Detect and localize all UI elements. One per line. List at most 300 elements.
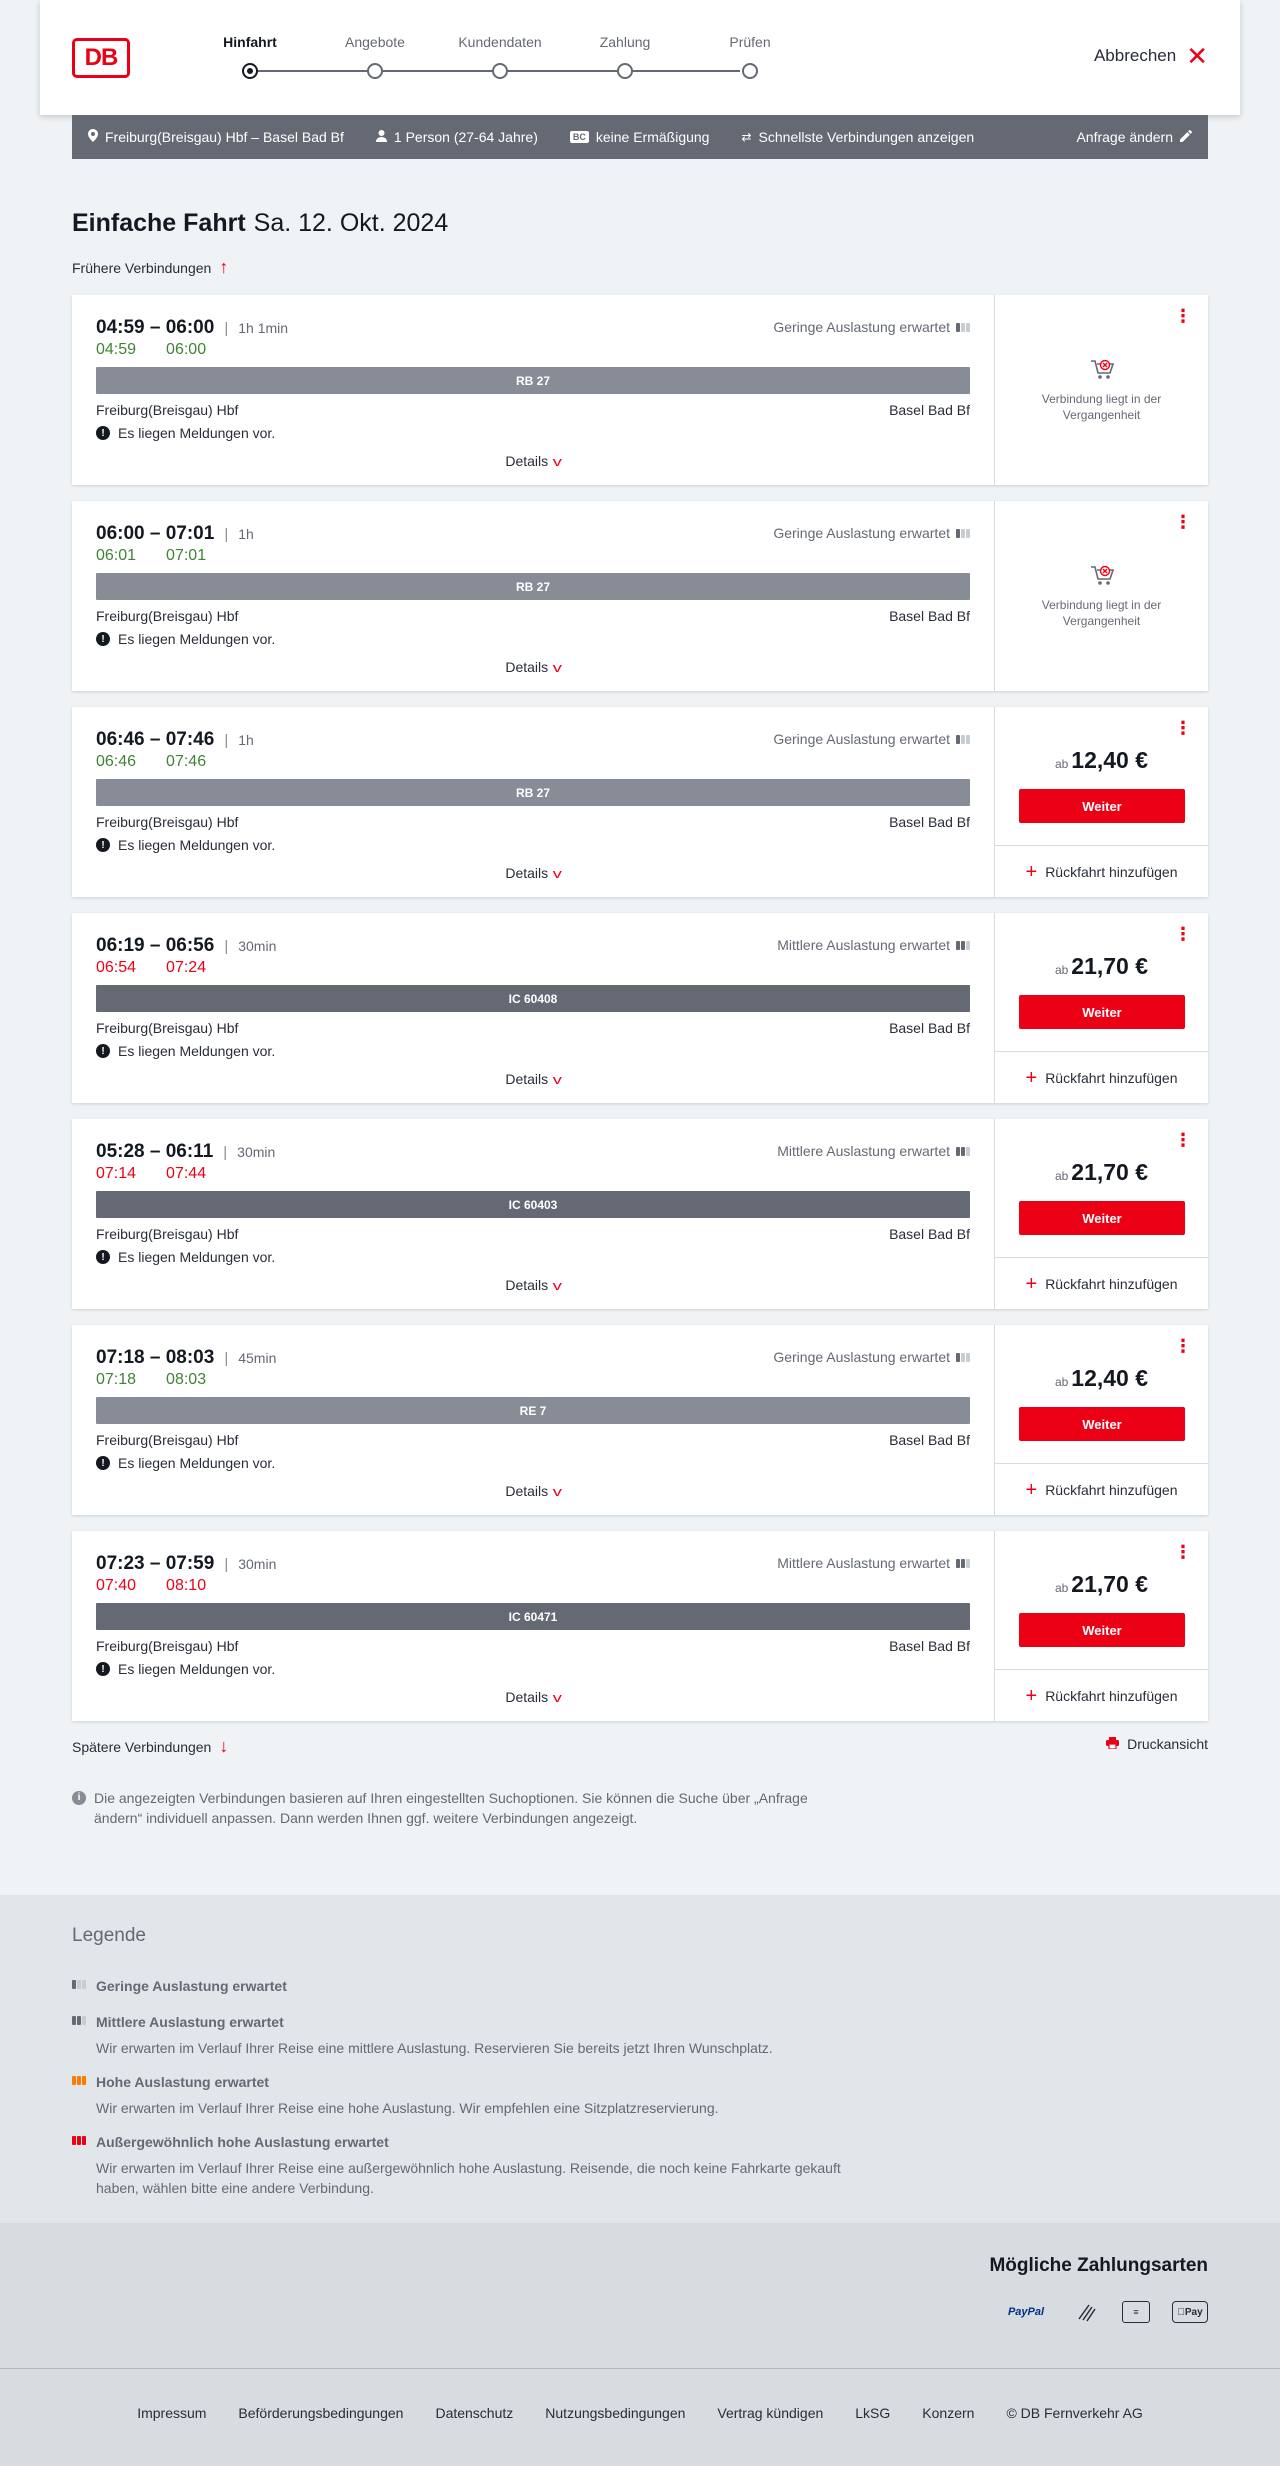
train-name: RB 27 xyxy=(515,785,550,800)
price-prefix: ab xyxy=(1054,757,1069,771)
arrow-down-icon: ↓ xyxy=(219,1736,229,1756)
scheduled-times: 06:46 – 07:46 xyxy=(96,729,215,750)
add-return-button[interactable] xyxy=(995,1463,1208,1515)
connection-card xyxy=(72,1531,1208,1721)
price-amount: 12,40 € xyxy=(1071,747,1149,773)
notice xyxy=(96,425,275,441)
cart-blocked-icon xyxy=(1088,561,1116,589)
duration: 1h xyxy=(238,732,254,748)
occupancy-label: Mittlere Auslastung erwartet xyxy=(777,1555,950,1571)
occupancy-low-icon xyxy=(72,1980,86,1989)
price-prefix: ab xyxy=(1054,1375,1069,1389)
cart-blocked-icon xyxy=(1088,355,1116,383)
warning-icon: ! xyxy=(96,838,110,852)
occupancy-icon xyxy=(956,529,970,538)
train-name: RB 27 xyxy=(515,579,550,594)
step-dot xyxy=(617,63,633,79)
warning-icon: ! xyxy=(96,426,110,440)
print-label: Druckansicht xyxy=(1127,1736,1208,1752)
step-angebote xyxy=(315,34,435,54)
connection-info xyxy=(72,707,994,897)
connection-info xyxy=(72,913,994,1103)
warning-icon: ! xyxy=(96,632,110,646)
route-text: Freiburg(Breisgau) Hbf – Basel Bad Bf xyxy=(105,129,344,145)
offer-panel xyxy=(994,1531,1208,1721)
notice-text: Es liegen Meldungen vor. xyxy=(118,425,276,441)
schedule xyxy=(96,729,254,751)
notice xyxy=(96,631,275,647)
realtime-departure: 06:54 xyxy=(96,959,137,976)
plus-icon: + xyxy=(1025,1684,1038,1707)
notice-text: Es liegen Meldungen vor. xyxy=(118,837,276,853)
train-segment-bar[interactable] xyxy=(96,985,970,1012)
realtime-times xyxy=(96,1577,206,1595)
details-toggle[interactable] xyxy=(72,1277,994,1293)
train-segment-bar[interactable] xyxy=(96,573,970,600)
person-icon xyxy=(376,130,387,145)
occupancy[interactable] xyxy=(773,1349,970,1365)
train-name: IC 60471 xyxy=(508,1609,558,1624)
apple-pay-icon xyxy=(1172,2301,1208,2323)
occupancy[interactable] xyxy=(777,937,970,953)
past-notice-line1: Verbindung liegt in der xyxy=(1041,392,1162,406)
chevron-down-icon: v xyxy=(552,1484,562,1499)
price xyxy=(995,747,1208,774)
departure-station: Freiburg(Breisgau) Hbf xyxy=(96,402,239,418)
connection-card xyxy=(72,1119,1208,1309)
location-pin-icon xyxy=(88,129,98,145)
occupancy[interactable] xyxy=(773,319,970,335)
step-label: Prüfen xyxy=(729,34,771,50)
connection-info xyxy=(72,295,994,485)
train-segment-bar[interactable] xyxy=(96,779,970,806)
legend-item-text: Wir erwarten im Verlauf Ihrer Reise eine hohe Auslastung. Wir empfehlen eine Sitzplatzreservierung. xyxy=(96,2100,719,2116)
train-name: IC 60403 xyxy=(508,1197,558,1212)
earlier-label: Frühere Verbindungen xyxy=(72,259,212,276)
footer-copyright: © DB Fernverkehr AG xyxy=(1006,2405,1143,2421)
separator: | xyxy=(223,1143,228,1161)
more-options-icon[interactable]: ⋮ xyxy=(1174,1542,1192,1562)
occupancy-medium-icon xyxy=(72,2016,86,2025)
details-label: Details xyxy=(505,1071,549,1087)
legend-item-title xyxy=(72,1978,852,1994)
swap-arrows-icon: ⇄ xyxy=(741,130,752,144)
occupancy-icon xyxy=(956,1353,970,1362)
details-label: Details xyxy=(505,1689,549,1705)
train-name: RE 7 xyxy=(519,1403,547,1418)
legend-item-text: Wir erwarten im Verlauf Ihrer Reise eine mittlere Auslastung. Reservieren Sie bereits jetzt Ihren Wunschplatz. xyxy=(96,2040,773,2056)
details-label: Details xyxy=(505,453,549,469)
details-toggle[interactable] xyxy=(72,453,994,469)
realtime-arrival: 07:01 xyxy=(166,547,207,564)
realtime-departure: 04:59 xyxy=(96,341,137,358)
offer-panel xyxy=(994,501,1208,691)
add-return-label: Rückfahrt hinzufügen xyxy=(1045,1069,1178,1086)
more-options-icon[interactable]: ⋮ xyxy=(1174,1130,1192,1150)
legend-item-low xyxy=(72,1978,852,1994)
later-connections-link[interactable] xyxy=(72,1736,228,1757)
price-amount: 12,40 € xyxy=(1071,1365,1149,1391)
connection-info xyxy=(72,1119,994,1309)
db-logo[interactable]: DB xyxy=(72,38,130,78)
scheduled-times: 07:23 – 07:59 xyxy=(96,1553,215,1574)
realtime-times xyxy=(96,547,206,565)
separator: | xyxy=(224,731,229,749)
price-prefix: ab xyxy=(1054,963,1069,977)
price-prefix: ab xyxy=(1054,1169,1069,1183)
occupancy-icon xyxy=(956,735,970,744)
duration: 45min xyxy=(238,1350,277,1366)
footer-link-befoerderungsbedingungen[interactable]: Beförderungsbedingungen xyxy=(238,2405,404,2421)
occupancy-label: Geringe Auslastung erwartet xyxy=(773,731,950,747)
details-toggle[interactable] xyxy=(72,1689,994,1705)
price-amount: 21,70 € xyxy=(1071,1159,1149,1185)
weiter-button[interactable]: Weiter xyxy=(1019,1407,1185,1441)
add-return-label: Rückfahrt hinzufügen xyxy=(1045,1687,1178,1704)
realtime-departure: 07:18 xyxy=(96,1371,137,1388)
realtime-arrival: 07:46 xyxy=(166,753,207,770)
chevron-down-icon: v xyxy=(552,660,562,675)
bahncard-icon: BC xyxy=(570,131,589,143)
legend-item-title xyxy=(72,2074,852,2090)
step-dot xyxy=(242,63,258,79)
offer-panel xyxy=(994,1119,1208,1309)
add-return-button[interactable] xyxy=(995,1051,1208,1103)
separator: | xyxy=(224,525,229,543)
realtime-departure: 07:40 xyxy=(96,1577,137,1594)
step-pruefen xyxy=(690,34,810,54)
realtime-arrival: 07:24 xyxy=(166,959,207,976)
occupancy-label: Geringe Auslastung erwartet xyxy=(773,525,950,541)
separator: | xyxy=(224,319,229,337)
schedule xyxy=(96,1347,276,1369)
notice xyxy=(96,1455,275,1471)
print-view-link[interactable] xyxy=(1106,1736,1208,1752)
notice-text: Es liegen Meldungen vor. xyxy=(118,1249,276,1265)
realtime-departure: 07:14 xyxy=(96,1165,137,1182)
realtime-arrival: 06:00 xyxy=(166,341,207,358)
separator: | xyxy=(224,1555,229,1573)
realtime-arrival: 08:03 xyxy=(166,1371,207,1388)
train-segment-bar[interactable] xyxy=(96,367,970,394)
past-notice-line1: Verbindung liegt in der xyxy=(1041,598,1162,612)
change-request-button[interactable] xyxy=(1076,129,1192,145)
details-toggle[interactable] xyxy=(72,1071,994,1087)
legend-item-extreme xyxy=(72,2134,852,2198)
arrival-station: Basel Bad Bf xyxy=(889,608,970,624)
scheduled-times: 05:28 – 06:11 xyxy=(96,1141,214,1162)
realtime-times xyxy=(96,1371,206,1389)
occupancy-label: Geringe Auslastung erwartet xyxy=(773,319,950,335)
connection-card xyxy=(72,913,1208,1103)
notice xyxy=(96,1249,275,1265)
legend-item-label: Geringe Auslastung erwartet xyxy=(96,1978,287,1994)
legend-item-label: Hohe Auslastung erwartet xyxy=(96,2074,269,2090)
departure-station: Freiburg(Breisgau) Hbf xyxy=(96,1432,239,1448)
train-segment-bar[interactable] xyxy=(96,1603,970,1630)
plus-icon: + xyxy=(1025,1272,1038,1295)
scheduled-times: 06:00 – 07:01 xyxy=(96,523,215,544)
occupancy-label: Mittlere Auslastung erwartet xyxy=(777,937,950,953)
details-label: Details xyxy=(505,1277,549,1293)
step-dot xyxy=(367,63,383,79)
notice-text: Es liegen Meldungen vor. xyxy=(118,1043,276,1059)
schedule xyxy=(96,1553,276,1575)
step-zahlung xyxy=(565,34,685,54)
chevron-down-icon: v xyxy=(552,1072,562,1087)
duration: 1h 1min xyxy=(238,320,289,336)
footer-link-nutzungsbedingungen[interactable]: Nutzungsbedingungen xyxy=(545,2405,686,2421)
connection-info xyxy=(72,501,994,691)
train-segment-bar[interactable] xyxy=(96,1191,970,1218)
step-label: Angebote xyxy=(345,34,405,50)
details-label: Details xyxy=(505,865,549,881)
footer-link-vertrag-kuendigen[interactable]: Vertrag kündigen xyxy=(717,2405,824,2421)
header-wrap xyxy=(0,0,1280,115)
info-note xyxy=(72,1788,852,1828)
legend-section xyxy=(0,1895,1280,2223)
mode-text: Schnellste Verbindungen anzeigen xyxy=(758,129,975,145)
realtime-departure: 06:46 xyxy=(96,753,137,770)
footer xyxy=(0,2368,1280,2466)
arrival-station: Basel Bad Bf xyxy=(889,402,970,418)
connection-card xyxy=(72,707,1208,897)
occupancy-icon xyxy=(956,941,970,950)
weiter-button[interactable]: Weiter xyxy=(1019,1613,1185,1647)
price xyxy=(995,1365,1208,1392)
step-label: Zahlung xyxy=(599,34,651,50)
past-notice xyxy=(995,355,1208,423)
arrival-station: Basel Bad Bf xyxy=(889,1638,970,1654)
details-toggle[interactable] xyxy=(72,865,994,881)
more-options-icon[interactable]: ⋮ xyxy=(1174,718,1192,738)
occupancy[interactable] xyxy=(777,1143,970,1159)
notice-text: Es liegen Meldungen vor. xyxy=(118,1455,276,1471)
add-return-label: Rückfahrt hinzufügen xyxy=(1045,1275,1178,1292)
duration: 30min xyxy=(238,1556,277,1572)
details-toggle[interactable] xyxy=(72,659,994,675)
info-icon: i xyxy=(72,1791,86,1805)
apple-pay-label: Pay xyxy=(1181,2306,1199,2318)
duration: 30min xyxy=(238,938,277,954)
legend-item-label: Außergewöhnlich hohe Auslastung erwartet xyxy=(96,2134,389,2150)
occupancy[interactable] xyxy=(773,525,970,541)
footer-link-lksg[interactable]: LkSG xyxy=(855,2405,891,2421)
price xyxy=(995,1159,1208,1186)
separator: | xyxy=(224,937,229,955)
train-segment-bar[interactable] xyxy=(96,1397,970,1424)
contactless-card-icon xyxy=(1076,2301,1100,2323)
warning-icon: ! xyxy=(96,1662,110,1676)
connection-card xyxy=(72,1325,1208,1515)
past-notice xyxy=(995,561,1208,629)
change-request-label: Anfrage ändern xyxy=(1076,129,1173,145)
weiter-button[interactable]: Weiter xyxy=(1019,995,1185,1029)
occupancy-label: Mittlere Auslastung erwartet xyxy=(777,1143,950,1159)
arrow-up-icon: ↑ xyxy=(219,257,229,277)
details-toggle[interactable] xyxy=(72,1483,994,1499)
more-options-icon[interactable]: ⋮ xyxy=(1174,924,1192,944)
trip-type: Einfache Fahrt xyxy=(72,209,246,237)
price-amount: 21,70 € xyxy=(1071,953,1149,979)
add-return-label: Rückfahrt hinzufügen xyxy=(1045,1481,1178,1498)
price xyxy=(995,953,1208,980)
offer-panel xyxy=(994,1325,1208,1515)
schedule xyxy=(96,317,288,339)
train-name: IC 60408 xyxy=(508,991,558,1006)
footer-link-konzern[interactable]: Konzern xyxy=(922,2405,975,2421)
payment-methods xyxy=(0,2223,1280,2368)
chevron-down-icon: v xyxy=(552,1278,562,1293)
sepa-icon: ≡ xyxy=(1122,2301,1150,2323)
legend-item-label: Mittlere Auslastung erwartet xyxy=(96,2014,284,2030)
legend-item-title xyxy=(72,2014,852,2030)
plus-icon: + xyxy=(1025,860,1038,883)
notice-text: Es liegen Meldungen vor. xyxy=(118,631,276,647)
cancel-label: Abbrechen xyxy=(1093,46,1177,65)
footer-link-impressum[interactable]: Impressum xyxy=(137,2405,207,2421)
step-label: Hinfahrt xyxy=(223,34,277,50)
add-return-button[interactable] xyxy=(995,845,1208,897)
step-dot xyxy=(742,63,758,79)
progress-steps xyxy=(210,34,780,84)
train-name: RB 27 xyxy=(515,373,550,388)
departure-station: Freiburg(Breisgau) Hbf xyxy=(96,1020,239,1036)
legend-item-title xyxy=(72,2134,852,2150)
notice-text: Es liegen Meldungen vor. xyxy=(118,1661,276,1677)
cancel-button[interactable] xyxy=(1093,41,1208,71)
departure-station: Freiburg(Breisgau) Hbf xyxy=(96,814,239,830)
schedule xyxy=(96,935,276,957)
departure-station: Freiburg(Breisgau) Hbf xyxy=(96,1226,239,1242)
occupancy-extreme-icon xyxy=(72,2136,86,2145)
connection-card xyxy=(72,501,1208,691)
earlier-connections-link[interactable] xyxy=(72,257,228,278)
weiter-button[interactable]: Weiter xyxy=(1019,789,1185,823)
legend-title: Legende xyxy=(72,1925,146,1946)
schedule xyxy=(96,1141,275,1163)
realtime-times xyxy=(96,753,206,771)
more-options-icon[interactable]: ⋮ xyxy=(1174,512,1192,532)
scheduled-times: 04:59 – 06:00 xyxy=(96,317,215,338)
add-return-button[interactable] xyxy=(995,1669,1208,1721)
duration: 30min xyxy=(237,1144,276,1160)
more-options-icon[interactable]: ⋮ xyxy=(1174,306,1192,326)
step-dot xyxy=(492,63,508,79)
payment-icons xyxy=(998,2301,1208,2323)
chevron-down-icon: v xyxy=(552,454,562,469)
realtime-arrival: 07:44 xyxy=(166,1165,207,1182)
occupancy[interactable] xyxy=(773,731,970,747)
footer-links xyxy=(0,2405,1280,2421)
past-notice-line2: Vergangenheit xyxy=(1062,408,1141,422)
notice xyxy=(96,1661,275,1677)
occupancy-icon xyxy=(956,1147,970,1156)
arrival-station: Basel Bad Bf xyxy=(889,1226,970,1242)
offer-panel xyxy=(994,295,1208,485)
step-kundendaten xyxy=(440,34,560,54)
plus-icon: + xyxy=(1025,1478,1038,1501)
occupancy-high-icon xyxy=(72,2076,86,2085)
connection-info xyxy=(72,1325,994,1515)
realtime-arrival: 08:10 xyxy=(166,1577,207,1594)
footer-link-datenschutz[interactable]: Datenschutz xyxy=(435,2405,514,2421)
occupancy-icon xyxy=(956,1559,970,1568)
occupancy-icon xyxy=(956,323,970,332)
warning-icon: ! xyxy=(96,1456,110,1470)
legend-item-text: Wir erwarten im Verlauf Ihrer Reise eine außergewöhnlich hohe Auslastung. Reisende, die noch keine Fahrkarte gekauft haben, wählen bitte eine andere Verbindung. xyxy=(96,2160,841,2196)
traveller-text: 1 Person (27-64 Jahre) xyxy=(393,129,538,145)
step-label: Kundendaten xyxy=(458,34,542,50)
pencil-icon xyxy=(1180,130,1192,145)
scheduled-times: 06:19 – 06:56 xyxy=(96,935,215,956)
connection-card xyxy=(72,295,1208,485)
traveller-summary[interactable] xyxy=(376,129,538,145)
paypal-icon: PayPal xyxy=(1007,2306,1045,2318)
price xyxy=(995,1571,1208,1598)
schedule xyxy=(96,523,254,545)
realtime-departure: 06:01 xyxy=(96,547,137,564)
realtime-times xyxy=(96,959,206,977)
step-hinfahrt[interactable] xyxy=(190,34,310,54)
info-text: Die angezeigten Verbindungen basieren auf Ihren eingestellten Suchoptionen. Sie können die Suche über „Anfrage ändern“ individuell anpassen. Dann werden Ihnen ggf. weitere Verbindungen angezeigt. xyxy=(94,1790,808,1826)
past-notice-line2: Vergangenheit xyxy=(1062,614,1141,628)
price-prefix: ab xyxy=(1054,1581,1069,1595)
legend-item-medium xyxy=(72,2014,852,2058)
close-icon: ✕ xyxy=(1186,41,1208,71)
offer-panel xyxy=(994,913,1208,1103)
discount-summary[interactable] xyxy=(570,129,710,145)
mode-summary[interactable] xyxy=(741,129,974,145)
chevron-down-icon: v xyxy=(552,1690,562,1705)
arrival-station: Basel Bad Bf xyxy=(889,1432,970,1448)
arrival-station: Basel Bad Bf xyxy=(889,1020,970,1036)
later-label: Spätere Verbindungen xyxy=(72,1738,212,1755)
departure-station: Freiburg(Breisgau) Hbf xyxy=(96,608,239,624)
warning-icon: ! xyxy=(96,1044,110,1058)
realtime-times xyxy=(96,1165,206,1183)
separator: | xyxy=(224,1349,229,1367)
payment-title: Mögliche Zahlungsarten xyxy=(989,2255,1208,2276)
search-summary-bar xyxy=(72,115,1208,159)
offer-panel xyxy=(994,707,1208,897)
weiter-button[interactable]: Weiter xyxy=(1019,1201,1185,1235)
occupancy-label: Geringe Auslastung erwartet xyxy=(773,1349,950,1365)
arrival-station: Basel Bad Bf xyxy=(889,814,970,830)
route-summary[interactable] xyxy=(88,129,344,145)
details-label: Details xyxy=(505,659,549,675)
details-label: Details xyxy=(505,1483,549,1499)
trip-date: Sa. 12. Okt. 2024 xyxy=(253,209,449,237)
plus-icon: + xyxy=(1025,1066,1038,1089)
header xyxy=(40,0,1240,115)
connection-info xyxy=(72,1531,994,1721)
price-amount: 21,70 € xyxy=(1071,1571,1149,1597)
add-return-label: Rückfahrt hinzufügen xyxy=(1045,863,1178,880)
notice xyxy=(96,837,275,853)
notice xyxy=(96,1043,275,1059)
departure-station: Freiburg(Breisgau) Hbf xyxy=(96,1638,239,1654)
chevron-down-icon: v xyxy=(552,866,562,881)
more-options-icon[interactable]: ⋮ xyxy=(1174,1336,1192,1356)
duration: 1h xyxy=(238,526,254,542)
legend-item-high xyxy=(72,2074,852,2118)
occupancy[interactable] xyxy=(777,1555,970,1571)
add-return-button[interactable] xyxy=(995,1257,1208,1309)
warning-icon: ! xyxy=(96,1250,110,1264)
scheduled-times: 07:18 – 08:03 xyxy=(96,1347,215,1368)
printer-icon xyxy=(1106,1737,1119,1752)
